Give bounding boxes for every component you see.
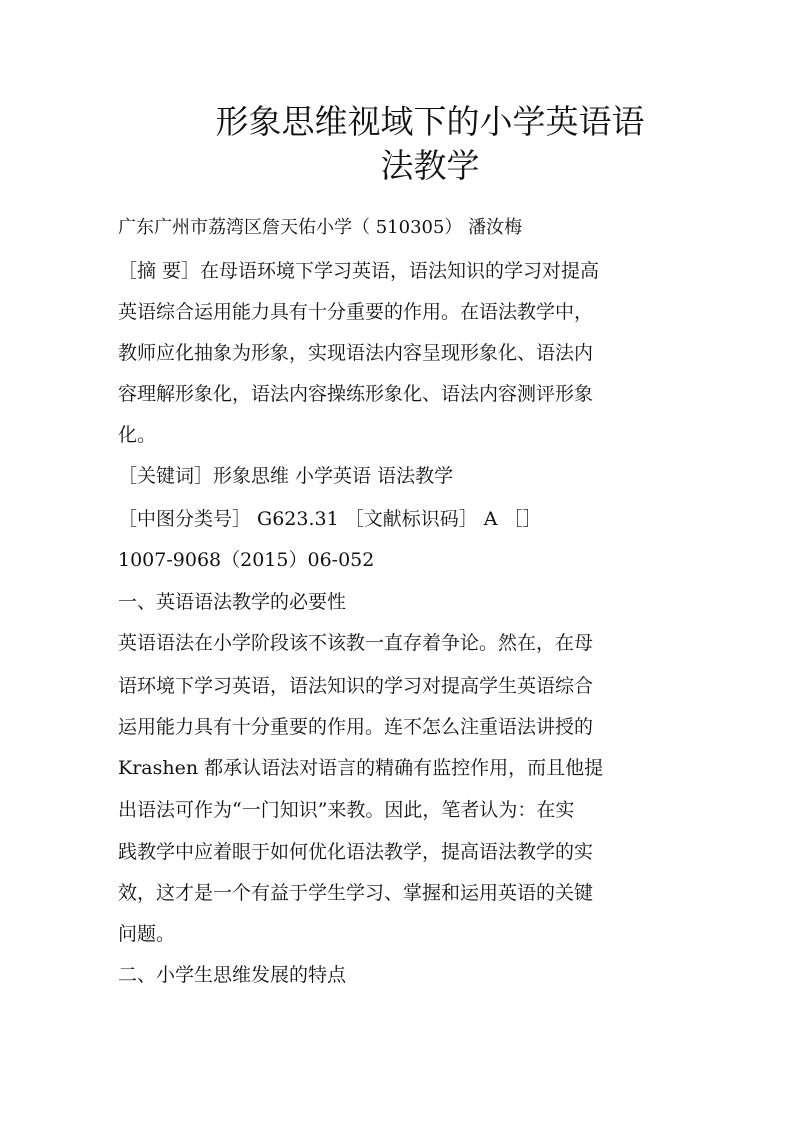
body-line: Krashen 都承认语法对语言的精确有监控作用，而且他提 <box>118 757 604 779</box>
abstract-line: 化。 <box>118 424 157 446</box>
body-line: 效，这才是一个有益于学生学习、掌握和运用英语的关键 <box>118 882 594 904</box>
body-line: 出语法可作为“一门知识”来教。因此，笔者认为：在实 <box>118 799 575 821</box>
section-heading: 二、小学生思维发展的特点 <box>118 964 347 986</box>
abstract-line: 容理解形象化，语法内容操练形象化、语法内容测评形象 <box>118 383 594 405</box>
body-line: 英语语法在小学阶段该不该教一直存着争论。然在，在母 <box>118 632 594 654</box>
author-affiliation: 广东广州市荔湾区詹天佑小学（ 510305） 潘汝梅 <box>118 217 523 238</box>
keywords: ［关键词］形象思维 小学英语 语法教学 <box>118 465 454 487</box>
body-line: 问题。 <box>118 923 176 945</box>
abstract-line: 英语综合运用能力具有十分重要的作用。在语法教学中， <box>118 301 594 323</box>
body-line: 运用能力具有十分重要的作用。连不怎么注重语法讲授的 <box>118 716 594 738</box>
body-line: 语环境下学习英语，语法知识的学习对提高学生英语综合 <box>118 675 594 697</box>
body-line: 践教学中应着眼于如何优化语法教学，提高语法教学的实 <box>118 841 594 863</box>
abstract-line: ［摘 要］在母语环境下学习英语，语法知识的学习对提高 <box>118 260 600 282</box>
section-heading: 一、英语语法教学的必要性 <box>118 591 347 613</box>
classification-line: 1007-9068（2015）06-052 <box>118 549 375 571</box>
abstract-line: 教师应化抽象为形象，实现语法内容呈现形象化、语法内 <box>118 342 594 364</box>
classification-line: ［中图分类号］ G623.31 ［文献标识码］ A ［］ <box>118 508 542 530</box>
title-line-1: 形象思维视域下的小学英语语 <box>215 102 645 141</box>
title-line-2: 法教学 <box>380 146 480 185</box>
